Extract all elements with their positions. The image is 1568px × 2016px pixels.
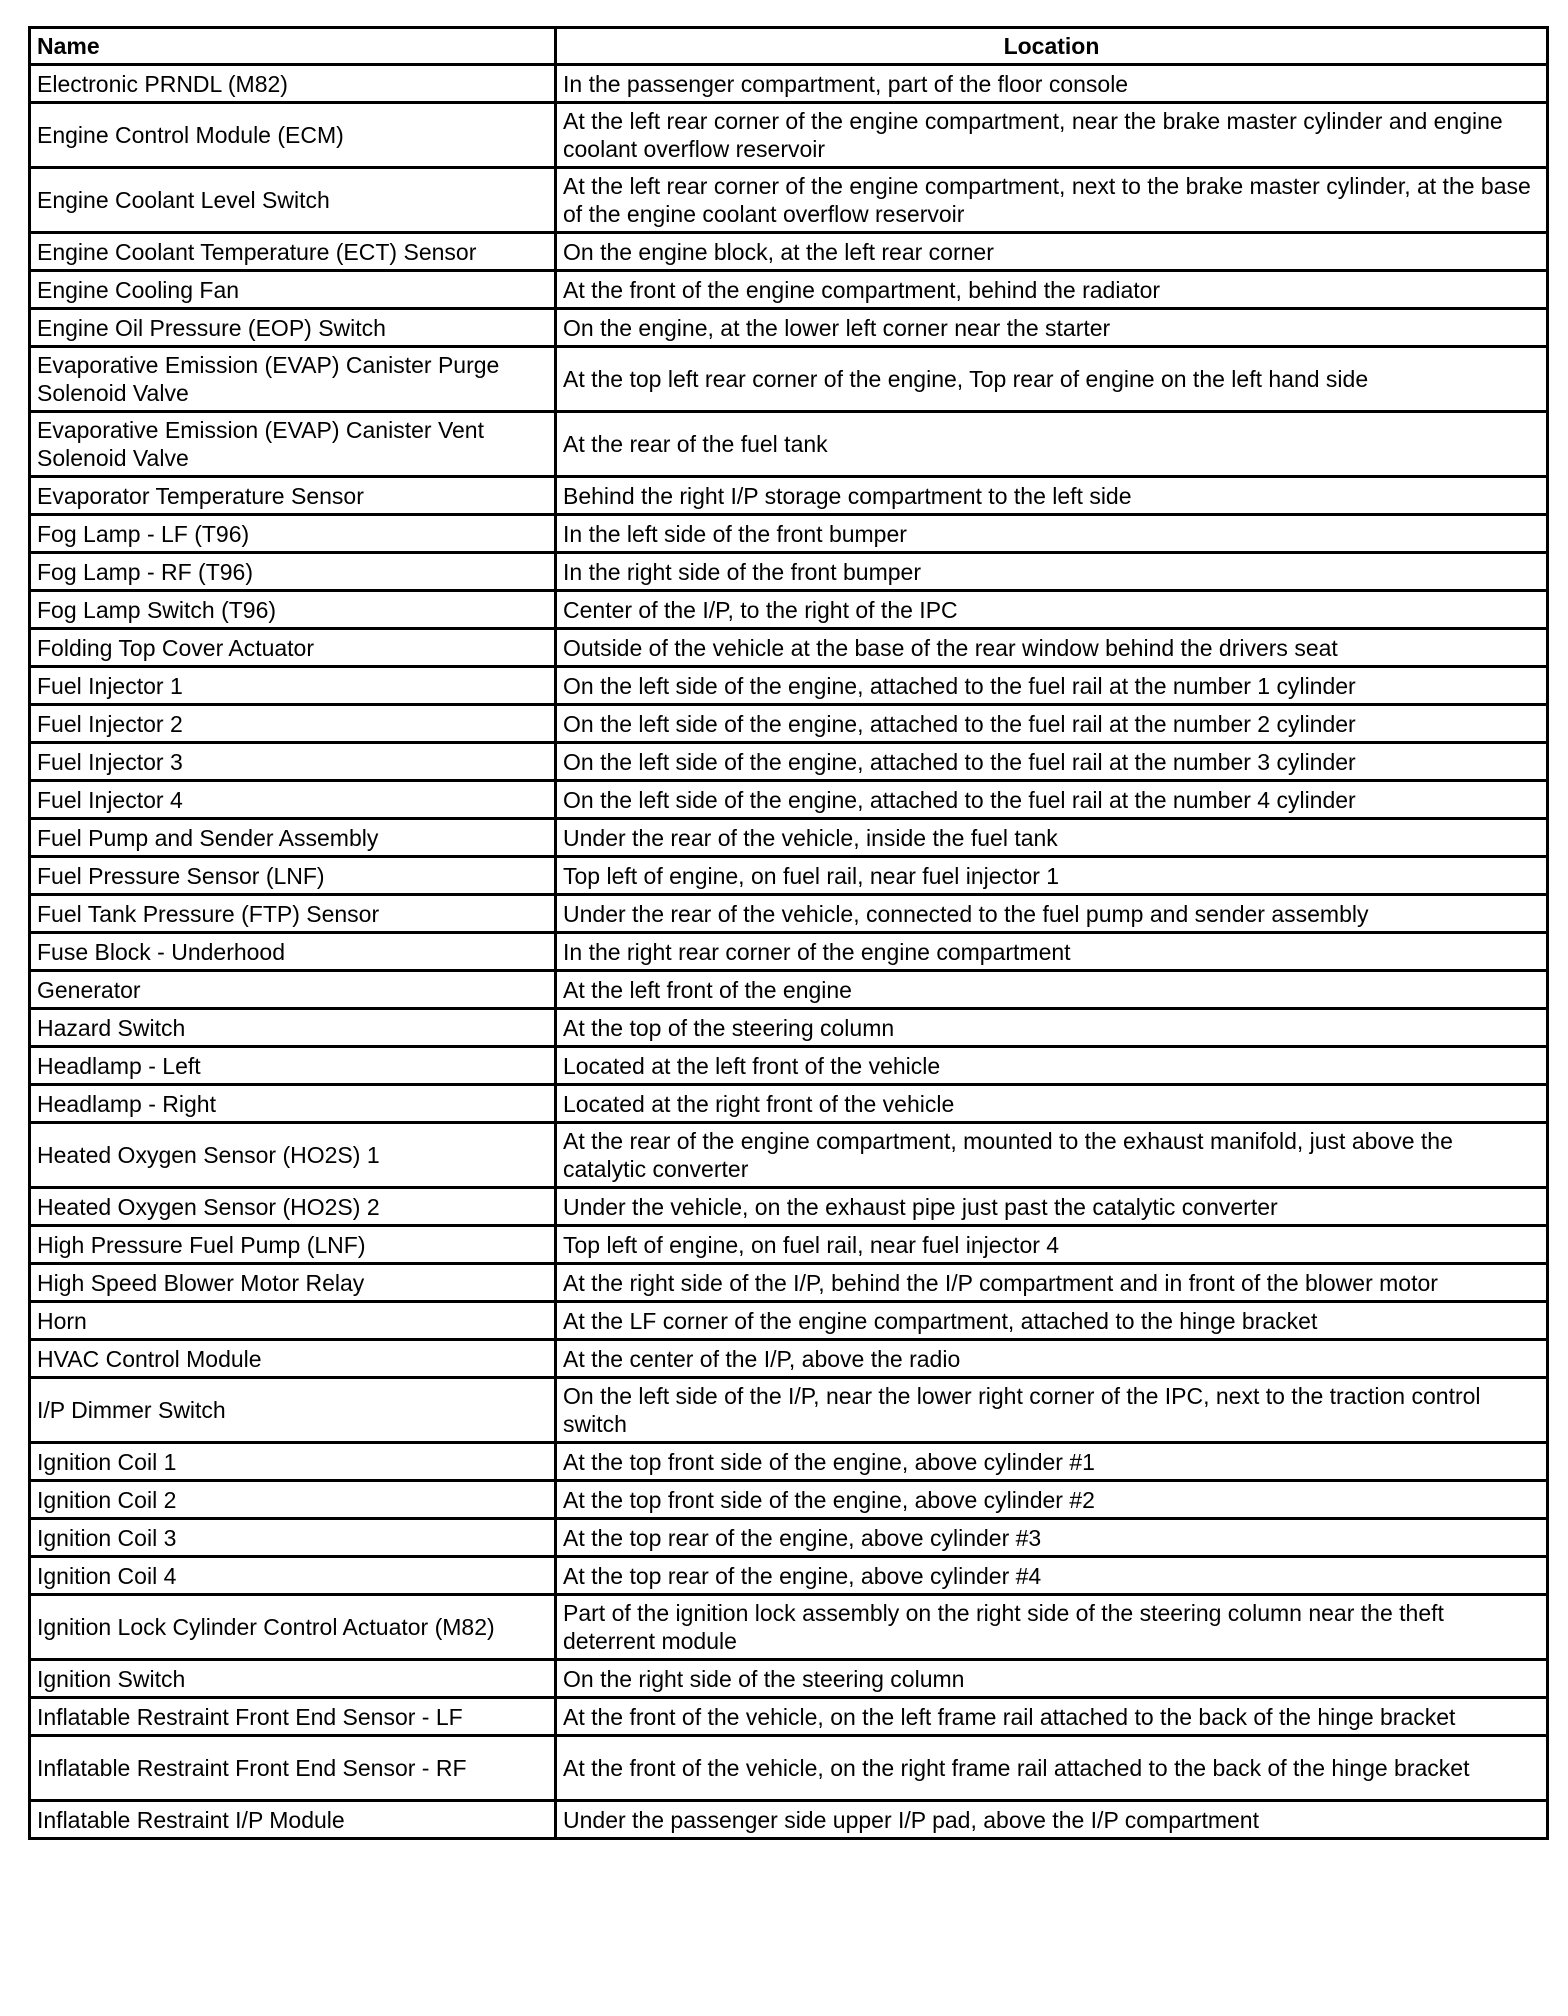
component-name-cell: Fuel Pressure Sensor (LNF)	[30, 857, 556, 895]
table-row	[30, 819, 1548, 857]
component-name-cell: Heated Oxygen Sensor (HO2S) 2	[30, 1188, 556, 1226]
table-row	[30, 1378, 1548, 1443]
component-location-cell: At the top rear of the engine, above cylinder #4	[556, 1557, 1548, 1595]
component-location-cell: At the top front side of the engine, above cylinder #2	[556, 1481, 1548, 1519]
component-location-cell: Under the vehicle, on the exhaust pipe just past the catalytic converter	[556, 1188, 1548, 1226]
component-name-cell: Fog Lamp - LF (T96)	[30, 515, 556, 553]
component-location-cell: At the rear of the engine compartment, mounted to the exhaust manifold, just above the catalytic converter	[556, 1123, 1548, 1188]
component-name-cell: Headlamp - Right	[30, 1085, 556, 1123]
component-location-cell: In the right rear corner of the engine compartment	[556, 933, 1548, 971]
component-name-cell: I/P Dimmer Switch	[30, 1378, 556, 1443]
table-row	[30, 412, 1548, 477]
table-row	[30, 1340, 1548, 1378]
table-row	[30, 591, 1548, 629]
table-row	[30, 1660, 1548, 1698]
component-name-cell: Inflatable Restraint I/P Module	[30, 1801, 556, 1839]
component-name-cell: High Speed Blower Motor Relay	[30, 1264, 556, 1302]
table-row	[30, 1009, 1548, 1047]
component-name-cell: Ignition Coil 1	[30, 1443, 556, 1481]
column-header-name: Name	[30, 28, 556, 65]
table-row	[30, 103, 1548, 168]
component-location-cell: On the left side of the engine, attached to the fuel rail at the number 1 cylinder	[556, 667, 1548, 705]
component-location-cell: Located at the right front of the vehicle	[556, 1085, 1548, 1123]
table-row	[30, 553, 1548, 591]
table-row	[30, 1302, 1548, 1340]
table-row	[30, 309, 1548, 347]
component-location-cell: In the left side of the front bumper	[556, 515, 1548, 553]
component-location-cell: At the top of the steering column	[556, 1009, 1548, 1047]
component-name-cell: Headlamp - Left	[30, 1047, 556, 1085]
component-location-cell: Under the rear of the vehicle, connected to the fuel pump and sender assembly	[556, 895, 1548, 933]
table-row	[30, 1519, 1548, 1557]
component-location-cell: On the engine, at the lower left corner near the starter	[556, 309, 1548, 347]
component-location-cell: In the right side of the front bumper	[556, 553, 1548, 591]
table-row	[30, 1443, 1548, 1481]
table-body	[30, 65, 1548, 1839]
component-location-cell: Under the passenger side upper I/P pad, above the I/P compartment	[556, 1801, 1548, 1839]
component-name-cell: Fog Lamp - RF (T96)	[30, 553, 556, 591]
table-row	[30, 271, 1548, 309]
component-location-cell: Part of the ignition lock assembly on the right side of the steering column near the theft deterrent module	[556, 1595, 1548, 1660]
component-location-cell: At the rear of the fuel tank	[556, 412, 1548, 477]
component-name-cell: HVAC Control Module	[30, 1340, 556, 1378]
component-location-cell: At the right side of the I/P, behind the I/P compartment and in front of the blower motor	[556, 1264, 1548, 1302]
component-location-cell: On the engine block, at the left rear corner	[556, 233, 1548, 271]
component-location-cell: At the left rear corner of the engine compartment, next to the brake master cylinder, at the base of the engine coolant overflow reservoir	[556, 168, 1548, 233]
component-name-cell: Evaporative Emission (EVAP) Canister Vent Solenoid Valve	[30, 412, 556, 477]
table-row	[30, 233, 1548, 271]
component-location-cell: At the top front side of the engine, above cylinder #1	[556, 1443, 1548, 1481]
component-location-cell: Top left of engine, on fuel rail, near fuel injector 4	[556, 1226, 1548, 1264]
component-name-cell: Fuse Block - Underhood	[30, 933, 556, 971]
component-name-cell: Hazard Switch	[30, 1009, 556, 1047]
table-row	[30, 1698, 1548, 1736]
component-location-cell: At the left front of the engine	[556, 971, 1548, 1009]
table-row	[30, 781, 1548, 819]
component-name-cell: Engine Coolant Temperature (ECT) Sensor	[30, 233, 556, 271]
component-name-cell: Heated Oxygen Sensor (HO2S) 1	[30, 1123, 556, 1188]
component-name-cell: Ignition Coil 2	[30, 1481, 556, 1519]
component-name-cell: Evaporative Emission (EVAP) Canister Purge Solenoid Valve	[30, 347, 556, 412]
component-location-cell: On the left side of the engine, attached to the fuel rail at the number 2 cylinder	[556, 705, 1548, 743]
component-name-cell: Electronic PRNDL (M82)	[30, 65, 556, 103]
table-row	[30, 895, 1548, 933]
component-name-cell: Generator	[30, 971, 556, 1009]
table-row	[30, 629, 1548, 667]
table-row	[30, 1085, 1548, 1123]
component-name-cell: Fuel Injector 1	[30, 667, 556, 705]
table-row	[30, 515, 1548, 553]
component-location-cell: At the top rear of the engine, above cylinder #3	[556, 1519, 1548, 1557]
table-row	[30, 667, 1548, 705]
table-row	[30, 743, 1548, 781]
component-name-cell: Engine Cooling Fan	[30, 271, 556, 309]
table-row	[30, 347, 1548, 412]
component-location-cell: On the left side of the engine, attached to the fuel rail at the number 4 cylinder	[556, 781, 1548, 819]
component-location-cell: On the right side of the steering column	[556, 1660, 1548, 1698]
component-name-cell: Ignition Coil 4	[30, 1557, 556, 1595]
column-header-location: Location	[556, 28, 1548, 65]
component-location-cell: At the center of the I/P, above the radio	[556, 1340, 1548, 1378]
table-row	[30, 971, 1548, 1009]
table-row	[30, 1557, 1548, 1595]
component-location-cell: At the front of the vehicle, on the left frame rail attached to the back of the hinge bracket	[556, 1698, 1548, 1736]
table-row	[30, 477, 1548, 515]
table-row	[30, 1047, 1548, 1085]
component-name-cell: Fuel Injector 2	[30, 705, 556, 743]
component-name-cell: Fuel Injector 4	[30, 781, 556, 819]
component-name-cell: Fuel Tank Pressure (FTP) Sensor	[30, 895, 556, 933]
component-name-cell: Ignition Lock Cylinder Control Actuator (M82)	[30, 1595, 556, 1660]
component-location-cell: Top left of engine, on fuel rail, near fuel injector 1	[556, 857, 1548, 895]
component-name-cell: Fuel Pump and Sender Assembly	[30, 819, 556, 857]
table-row	[30, 933, 1548, 971]
table-row	[30, 1801, 1548, 1839]
component-location-cell: At the left rear corner of the engine compartment, near the brake master cylinder and engine coolant overflow reservoir	[556, 103, 1548, 168]
table-row	[30, 705, 1548, 743]
component-name-cell: Engine Coolant Level Switch	[30, 168, 556, 233]
table-row	[30, 1481, 1548, 1519]
component-name-cell: High Pressure Fuel Pump (LNF)	[30, 1226, 556, 1264]
component-location-cell: On the left side of the I/P, near the lower right corner of the IPC, next to the traction control switch	[556, 1378, 1548, 1443]
table-row	[30, 857, 1548, 895]
component-name-cell: Ignition Coil 3	[30, 1519, 556, 1557]
table-row	[30, 1264, 1548, 1302]
component-location-cell: At the front of the engine compartment, behind the radiator	[556, 271, 1548, 309]
table-row	[30, 1595, 1548, 1660]
table-row	[30, 1188, 1548, 1226]
component-location-cell: Center of the I/P, to the right of the IPC	[556, 591, 1548, 629]
component-name-cell: Horn	[30, 1302, 556, 1340]
component-location-cell: In the passenger compartment, part of the floor console	[556, 65, 1548, 103]
component-name-cell: Inflatable Restraint Front End Sensor - LF	[30, 1698, 556, 1736]
component-location-cell: Located at the left front of the vehicle	[556, 1047, 1548, 1085]
table-row	[30, 65, 1548, 103]
table-row	[30, 168, 1548, 233]
component-name-cell: Inflatable Restraint Front End Sensor - RF	[30, 1736, 556, 1801]
component-location-cell: Behind the right I/P storage compartment to the left side	[556, 477, 1548, 515]
component-location-cell: On the left side of the engine, attached to the fuel rail at the number 3 cylinder	[556, 743, 1548, 781]
component-location-cell: At the LF corner of the engine compartment, attached to the hinge bracket	[556, 1302, 1548, 1340]
component-location-cell: Outside of the vehicle at the base of the rear window behind the drivers seat	[556, 629, 1548, 667]
component-name-cell: Fuel Injector 3	[30, 743, 556, 781]
component-name-cell: Folding Top Cover Actuator	[30, 629, 556, 667]
component-locator-document	[28, 26, 1546, 1840]
component-location-table	[28, 26, 1549, 1840]
table-row	[30, 1123, 1548, 1188]
component-location-cell: At the front of the vehicle, on the right frame rail attached to the back of the hinge bracket	[556, 1736, 1548, 1801]
component-name-cell: Fog Lamp Switch (T96)	[30, 591, 556, 629]
table-header-row	[30, 28, 1548, 65]
component-location-cell: At the top left rear corner of the engine, Top rear of engine on the left hand side	[556, 347, 1548, 412]
table-row	[30, 1226, 1548, 1264]
component-location-cell: Under the rear of the vehicle, inside the fuel tank	[556, 819, 1548, 857]
table-row	[30, 1736, 1548, 1801]
component-name-cell: Engine Control Module (ECM)	[30, 103, 556, 168]
component-name-cell: Evaporator Temperature Sensor	[30, 477, 556, 515]
component-name-cell: Ignition Switch	[30, 1660, 556, 1698]
component-name-cell: Engine Oil Pressure (EOP) Switch	[30, 309, 556, 347]
